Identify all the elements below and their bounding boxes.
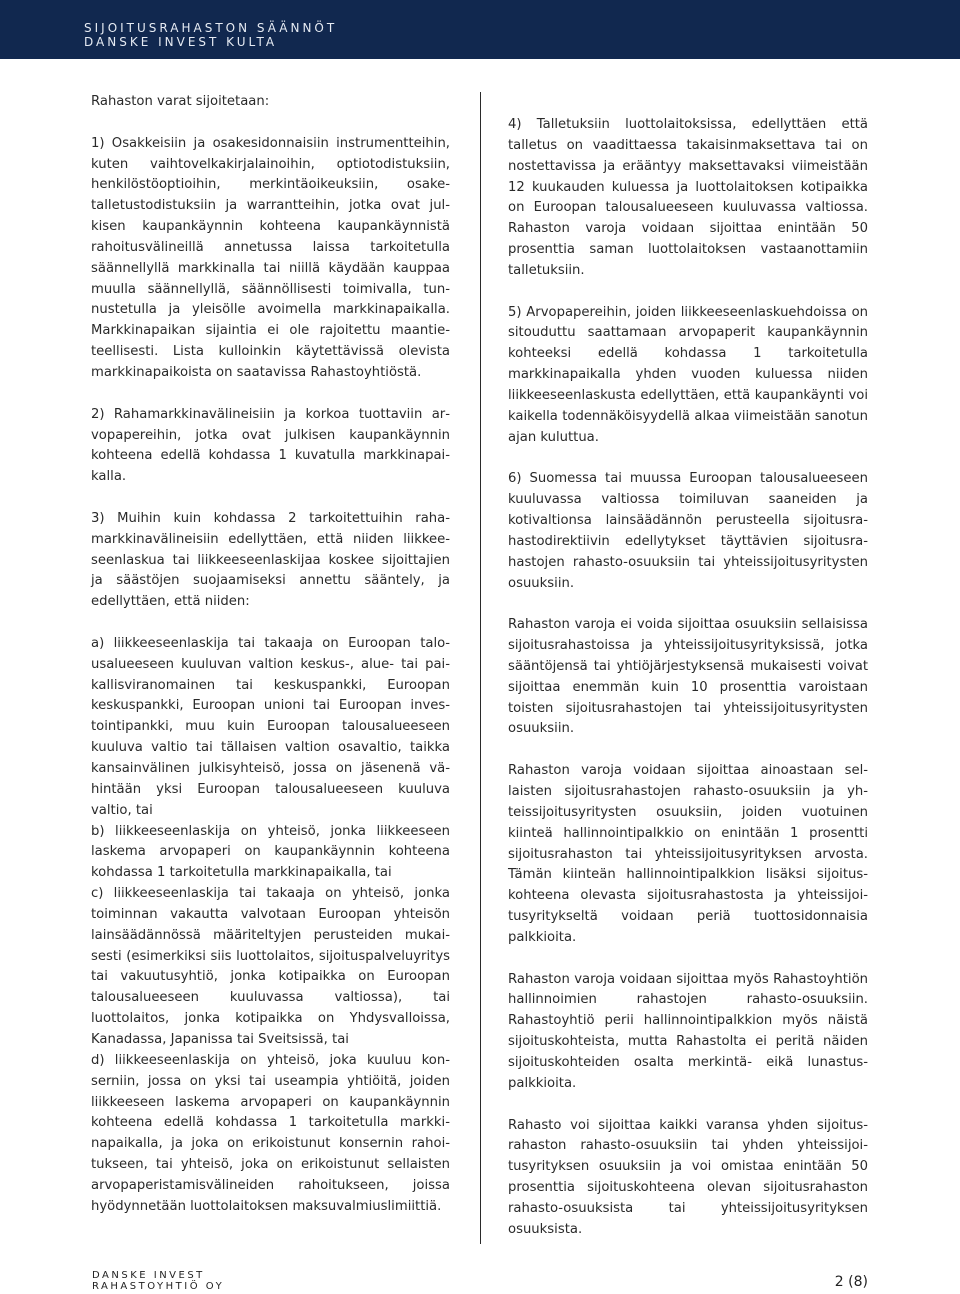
fund-name: DANSKE INVEST KULTA <box>84 35 278 49</box>
paragraph: 4) Talletuksiin luottolaitoksissa, edellyttäen että talletus on vaadittaessa takaisinmaksettava tai on nostettavissa ja erääntyy maksettavaksi viimeistään 12 kuukauden kuluessa ja luottolaitoksen kotipaikka on Euroopan talousalueeseen kuuluvassa valtiossa. Rahaston varoja voidaan sijoittaa enintään 50 prosenttia saman luottolaitoksen vastaanottamiin talletuksiin. <box>508 117 868 278</box>
header-bar <box>0 0 960 59</box>
company-name-line: RAHASTOYHTIÖ OY <box>92 1281 225 1292</box>
footer-company-name <box>92 1270 224 1292</box>
company-name-line: DANSKE INVEST <box>92 1270 205 1281</box>
right-text-column <box>508 115 868 1241</box>
paragraph: Rahaston varoja voidaan sijoittaa ainoastaan sellaisten sijoitusrahastojen rahasto-osuuksiin ja yhteissijoitusyritysten osuuksiin, joiden vuotuinen kiinteä hallinnointipalkkio on enintään 1 prosentti sijoitusrahaston tai yhteissijoitusyrityksen arvosta. Tämän kiinteän hallinnointipalkkion lisäksi sijoituskohteena olevasta sijoitusrahastosta ja yhteissijoitusyritykseltä voidaan periä tuottosidonnaisia palkkioita. <box>508 763 868 945</box>
paragraph: Rahaston varoja ei voida sijoittaa osuuksiin sellaisissa sijoitusrahastoissa ja yhteissijoitusyrityksissä, jotka sääntöjensä tai yhtiöjärjestyksensä mukaisesti voivat sijoittaa enemmän kuin 10 prosenttia varoistaan toisten sijoitusrahastojen tai yhteissijoitusyritysten osuuksiin. <box>508 617 868 737</box>
paragraph: Rahaston varoja voidaan sijoittaa myös Rahastoyhtiön hallinnoimien rahastojen rahasto-osuuksiin. Rahastoyhtiö perii hallinnointipalkkion myös näistä sijoituskohteista, mutta Rahastolta ei peritä näiden sijoituskohteiden osalta merkintä- eikä lunastuspalkkioita. <box>508 971 868 1091</box>
paragraph: a) liikkeeseenlaskija tai takaaja on Euroopan talousalueeseen kuuluvan valtion keskus-, alue- tai paikallisviranomainen tai keskuspankki, Euroopan keskuspankki, Euroopan unioni tai Euroopan investointipankki, muu kuin Euroopan talousalueeseen kuuluva valtio tai tällaisen valtion osavaltio, taikka kansainvälinen julkisyhteisö, jossa on jäsenenä vähintään yksi Euroopan talousalueeseen kuuluva valtio, tai b) liikkeeseenlaskija on yhteisö, jonka liikkeeseen laskema arvopaperi on kaupankäynnin kohteena kohdassa 1 tarkoitetulla markkinapaikalla, tai c) liikkeeseenlaskija tai takaaja on yhteisö, jonka toiminnan vakautta valvotaan Euroopan yhteisön lainsäädännössä määriteltyjen perusteiden mukaisesti (esimerkiksi siis luottolaitos, sijoituspalveluyritys tai vakuutusyhtiö, jonka kotipaikka on Euroopan talousalueeseen kuuluvassa valtiossa), tai luottolaitos, jonka kotipaikka on Yhdysvalloissa, Kanadassa, Japanissa tai Sveitsissä, tai d) liikkeeseenlaskija on yhteisö, joka kuuluu konserniin, jossa on yksi tai useampia yhtiöitä, joiden liikkeeseen laskema arvopaperi on kaupankäynnin kohteena edellä kohdassa 1 tarkoitetulla markkinapaikalla, ja joka on erikoistunut konsernin rahoitukseen, tai yhteisö, joka on erikoistunut sellaisten arvopaperistamisvälineiden rahoitukseen, joissa hyödynnetään luottolaitoksen maksuvalmiuslimiittiä. <box>91 635 450 1214</box>
paragraph: Rahasto voi sijoittaa kaikki varansa yhden sijoitusrahaston rahasto-osuuksiin tai yhden yhteissijoitusyrityksen osuuksiin ja voi omistaa enintään 50 prosenttia sijoituskohteena olevan sijoitusrahaston rahasto-osuuksista tai yhteissijoitusyrityksen osuuksista. <box>508 1117 868 1237</box>
paragraph: 3) Muihin kuin kohdassa 2 tarkoitettuihin rahamarkkinavälineisiin edellyttäen, että niiden liikkeeseenlaskua tai liikkeeseenlaskijaa koskee sijoittajien ja säästöjen suojaamiseksi annettu sääntely, ja edellyttäen, että niiden: <box>91 510 450 610</box>
paragraph: 2) Rahamarkkinavälineisiin ja korkoa tuottaviin arvopapereihin, jotka ovat julkisen kaupankäynnin kohteena edellä kohdassa 1 kuvatulla markkinapaikalla. <box>91 406 450 485</box>
paragraph: 1) Osakkeisiin ja osakesidonnaisiin instrumentteihin, kuten vaihtovelkakirjalainoihin, optiotodistuksiin, henkilöstöoptioihin, merkintäoikeuksiin, osaketalletustodistuksiin ja warrantteihin, jotka ovat julkisen kaupankäynnin kohteena kaupankäynnistä rahoitusvälineillä annetussa laissa tarkoitetulla säännellyllä markkinalla tai niillä käydään kauppaa muulla säännellyllä, säännöllisesti toimivalla, tunnustetulla ja yleisölle avoimella markkinapaikalla. Markkinapaikan sijaintia ei ole rajoitettu maantieteellisesti. Lista kulloinkin käytettävissä olevista markkinapaikoista on saatavissa Rahastoyhtiöstä. <box>91 135 450 380</box>
document-title: SIJOITUSRAHASTON SÄÄNNÖT <box>84 21 338 35</box>
paragraph: 6) Suomessa tai muussa Euroopan talousalueeseen kuuluvassa valtiossa toimiluvan saaneiden ja kotivaltionsa lainsäädännön perusteella sijoitusrahastodirektiivin edellytykset täyttävien sijoitusrahastojen rahasto-osuuksiin tai yhteissijoitusyritysten osuuksiin. <box>508 471 868 591</box>
column-divider <box>480 92 481 1244</box>
page-number: 2 (8) <box>834 1274 868 1290</box>
paragraph: Rahaston varat sijoitetaan: <box>91 94 270 109</box>
left-text-column <box>91 92 450 1218</box>
paragraph: 5) Arvopapereihin, joiden liikkeeseenlaskuehdoissa on sitouduttu saattamaan arvopaperit kaupankäynnin kohteeksi edellä kohdassa 1 tarkoitetulla markkinapaikalla yhden vuoden kuluessa niiden liikkeeseenlaskusta edellyttäen, että kaupankäynti voi kaikella todennäköisyydellä alkaa viimeistään sanotun ajan kuluttua. <box>508 304 868 445</box>
